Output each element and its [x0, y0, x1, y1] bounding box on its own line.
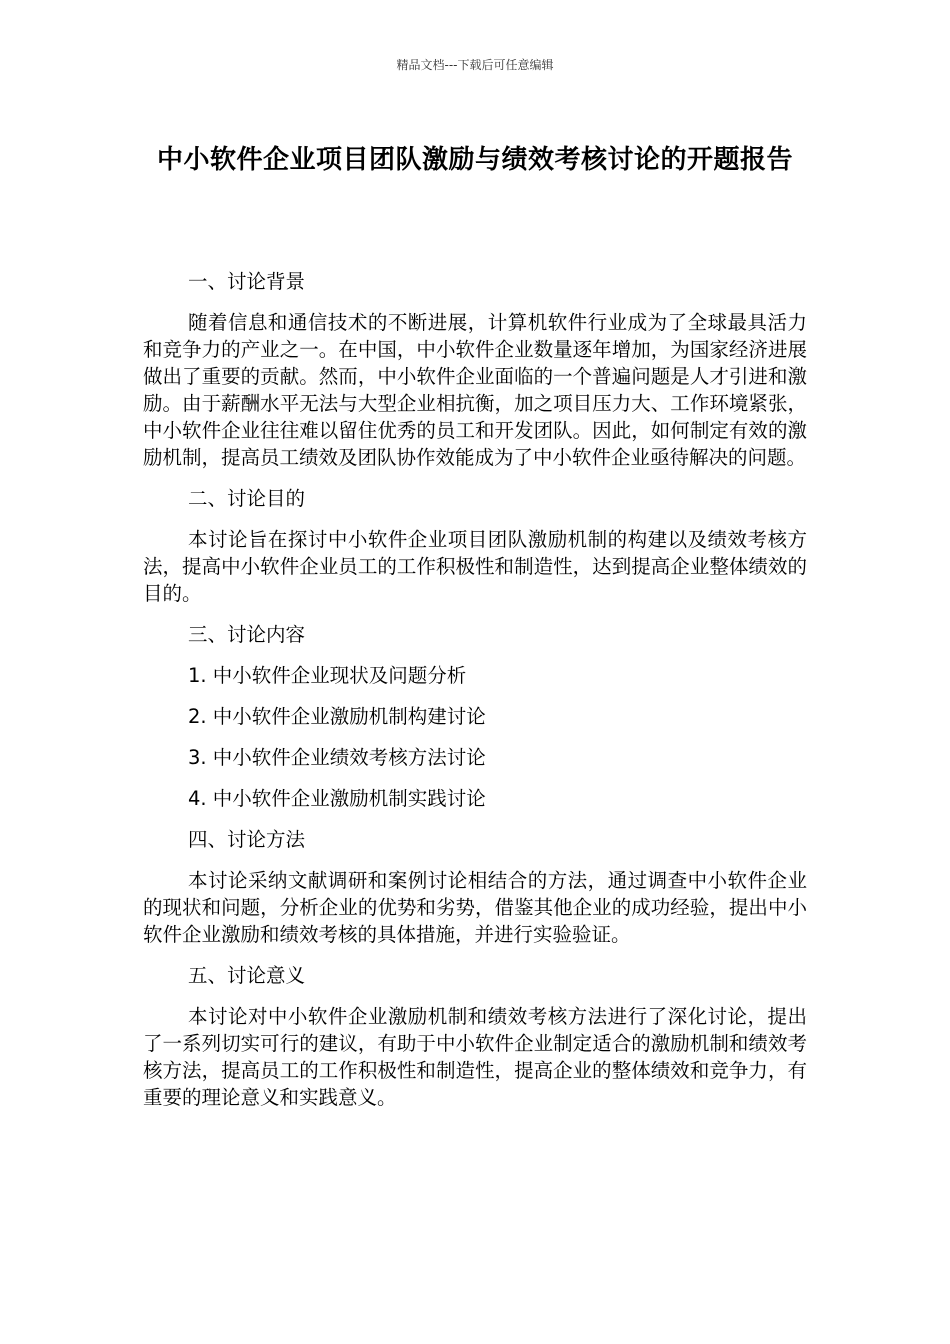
section-text-background: 随着信息和通信技术的不断进展，计算机软件行业成为了全球最具活力和竞争力的产业之一。在中国，中小软件企业数量逐年增加，为国家经济进展做出了重要的贡献。然而，中小软件企业面临的一个普遍问题是人才引进和激励。由于薪酬水平无法与大型企业相抗衡，加之项目压力大、工作环境紧张，中小软件企业往往难以留住优秀的员工和开发团队。因此，如何制定有效的激励机制，提高员工绩效及团队协作效能成为了中小软件企业亟待解决的问题。: [143, 311, 807, 469]
section-heading-method: 四、讨论方法: [188, 828, 306, 851]
section-text-significance: 本讨论对中小软件企业激励机制和绩效考核方法进行了深化讨论，提出了一系列切实可行的建议，有助于中小软件企业制定适合的激励机制和绩效考核方法，提高员工的工作积极性和制造性，提高企业的整体绩效和竞争力，有重要的理论意义和实践意义。: [143, 1005, 807, 1109]
content-list-item: 1. 中小软件企业现状及问题分析: [188, 664, 467, 687]
content-list-item: 3. 中小软件企业绩效考核方法讨论: [188, 746, 486, 769]
section-heading-significance: 五、讨论意义: [188, 964, 306, 987]
document-body: [143, 268, 807, 1125]
section-heading-content: 三、讨论内容: [188, 623, 306, 646]
content-list-item: 2. 中小软件企业激励机制构建讨论: [188, 705, 486, 728]
section-text-purpose: 本讨论旨在探讨中小软件企业项目团队激励机制的构建以及绩效考核方法，提高中小软件企业员工的工作积极性和制造性，达到提高企业整体绩效的目的。: [143, 528, 807, 605]
section-heading-background: 一、讨论背景: [188, 270, 306, 293]
document-title: 中小软件企业项目团队激励与绩效考核讨论的开题报告: [156, 145, 793, 175]
section-heading-purpose: 二、讨论目的: [188, 487, 306, 510]
section-text-method: 本讨论采纳文献调研和案例讨论相结合的方法，通过调查中小软件企业的现状和问题，分析企业的优势和劣势，借鉴其他企业的成功经验，提出中小软件企业激励和绩效考核的具体措施，并进行实验验证。: [143, 869, 807, 946]
header-note: 精品文档---下载后可任意编辑: [396, 58, 554, 72]
content-list-item: 4. 中小软件企业激励机制实践讨论: [188, 787, 486, 810]
